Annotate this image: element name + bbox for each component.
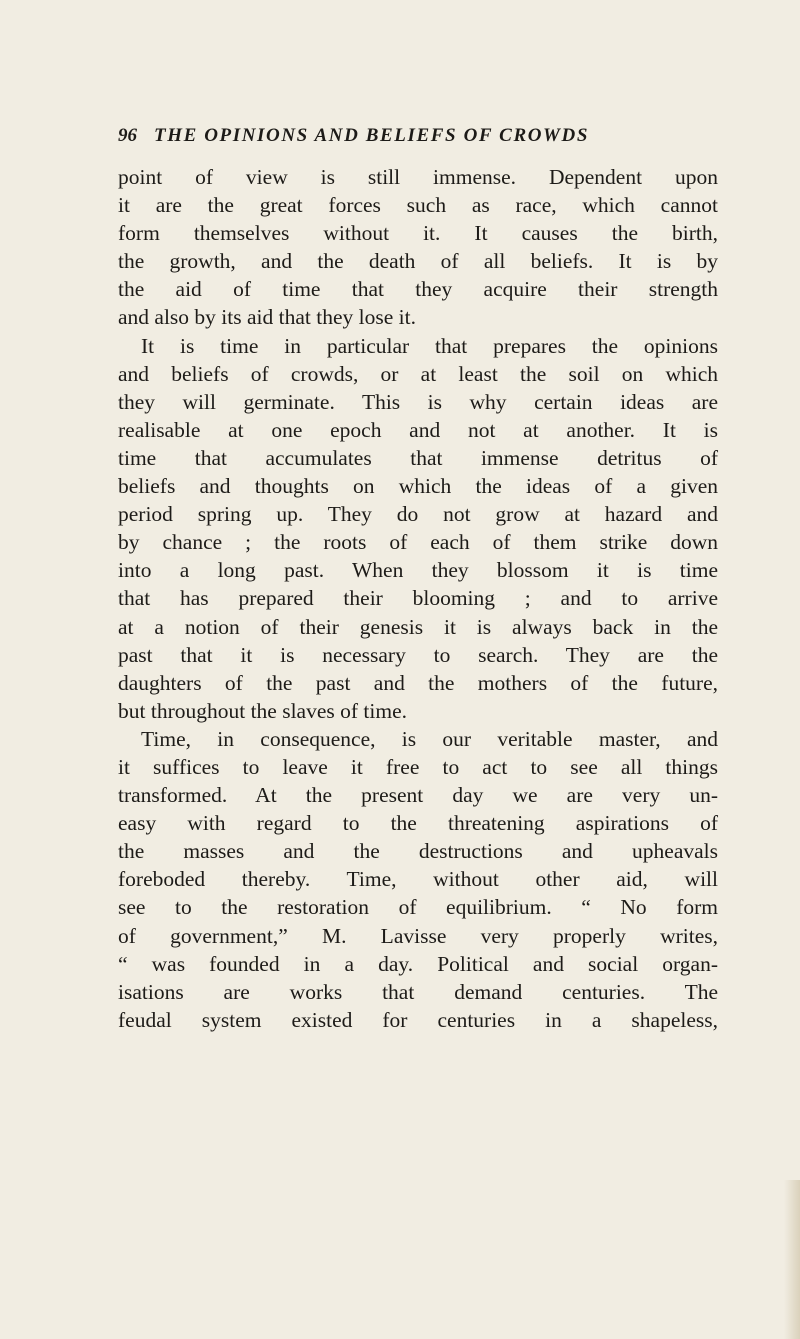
- text-line: at a notion of their genesis it is always back in the: [118, 614, 718, 639]
- text-line: period spring up. They do not grow at hazard and: [118, 502, 718, 527]
- text-line: they will germinate. This is why certain ideas are: [118, 389, 718, 414]
- text-line: foreboded thereby. Time, without other aid, will: [118, 867, 718, 892]
- text-line: see to the restoration of equilibrium. “ No form: [118, 895, 718, 920]
- text-line: the growth, and the death of all beliefs. It is by: [118, 249, 718, 274]
- text-line: the aid of time that they acquire their strength: [118, 277, 718, 302]
- text-line: Time, in consequence, is our veritable master, and: [141, 726, 718, 751]
- text-line: the masses and the destructions and upheavals: [118, 839, 718, 864]
- text-line: into a long past. When they blossom it is time: [118, 558, 718, 583]
- text-line: of government,” M. Lavisse very properly writes,: [118, 923, 718, 948]
- text-line: but throughout the slaves of time.: [118, 698, 408, 723]
- text-line: and beliefs of crowds, or at least the soil on which: [118, 361, 718, 386]
- text-line: easy with regard to the threatening aspirations of: [118, 811, 718, 836]
- text-line: isations are works that demand centuries. The: [118, 979, 718, 1004]
- text-line: it are the great forces such as race, which cannot: [118, 193, 718, 218]
- text-line: It is time in particular that prepares the opinions: [141, 333, 718, 358]
- body-text: [118, 163, 718, 1034]
- text-line: point of view is still immense. Dependent upon: [118, 165, 718, 189]
- text-line: realisable at one epoch and not at another. It is: [118, 417, 718, 442]
- text-line: daughters of the past and the mothers of the future,: [118, 670, 718, 695]
- text-line: feudal system existed for centuries in a shapeless,: [118, 1007, 718, 1032]
- page-header: [118, 125, 718, 155]
- page-edge-shadow: [784, 1180, 800, 1339]
- text-line: by chance ; the roots of each of them strike down: [118, 530, 718, 555]
- text-line: and also by its aid that they lose it.: [118, 305, 416, 330]
- text-line: “ was founded in a day. Political and social organ-: [118, 951, 718, 976]
- text-line: beliefs and thoughts on which the ideas of a given: [118, 474, 718, 499]
- text-line: form themselves without it. It causes the birth,: [118, 221, 718, 246]
- running-title: THE OPINIONS AND BELIEFS OF CROWDS: [154, 125, 590, 146]
- text-line: it suffices to leave it free to act to see all things: [118, 754, 718, 779]
- text-line: time that accumulates that immense detritus of: [118, 445, 718, 470]
- text-line: past that it is necessary to search. They are the: [118, 642, 718, 667]
- page-number: 96: [118, 125, 137, 146]
- text-line: transformed. At the present day we are very un-: [118, 783, 718, 808]
- text-line: that has prepared their blooming ; and to arrive: [118, 586, 718, 611]
